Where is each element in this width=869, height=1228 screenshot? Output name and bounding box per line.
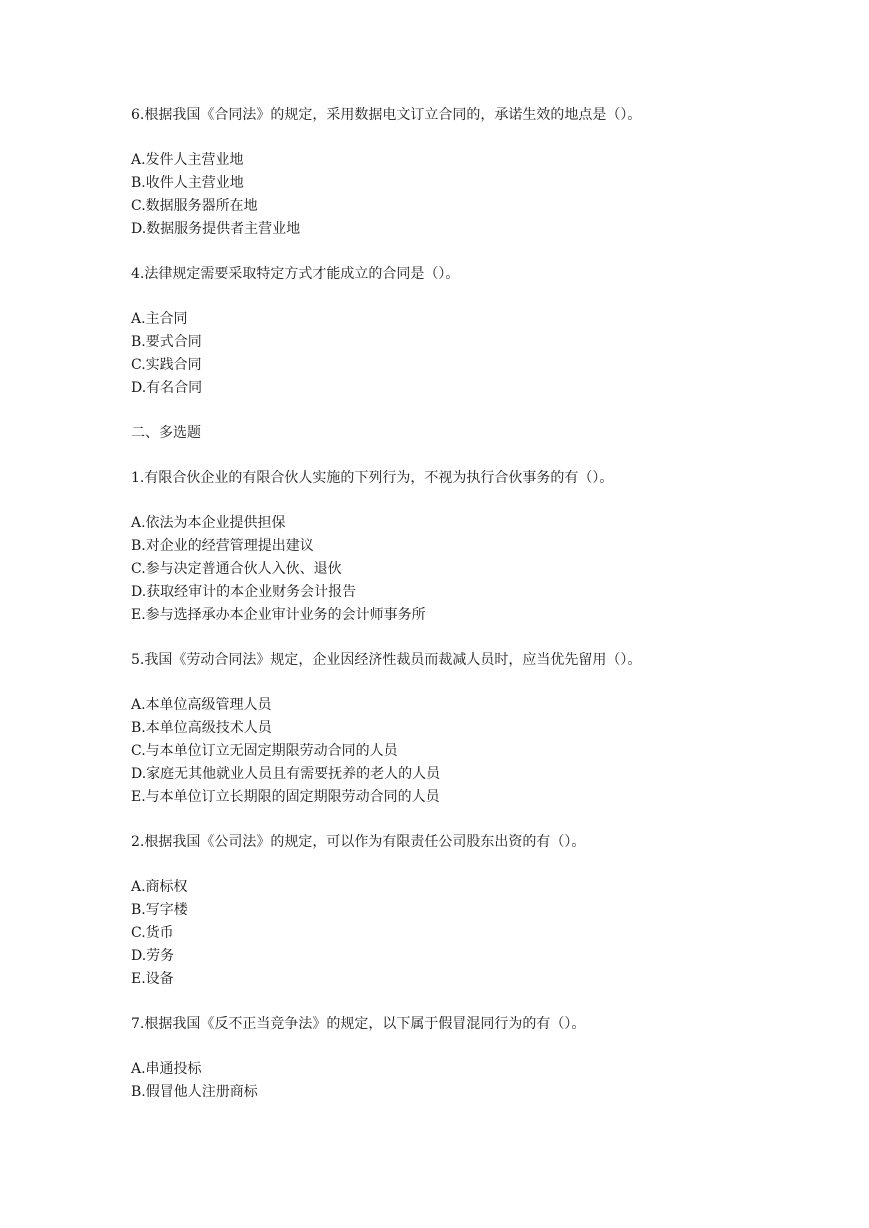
option-d: D.劳务 xyxy=(131,948,175,964)
option-d: D.家庭无其他就业人员且有需要抚养的老人的人员 xyxy=(131,766,441,782)
option-a: A.本单位高级管理人员 xyxy=(131,697,272,713)
question-stem: 7.根据我国《反不正当竞争法》的规定，以下属于假冒混同行为的有（）。 xyxy=(131,1016,586,1032)
option-a: A.主合同 xyxy=(131,311,188,327)
option-e: E.参与选择承办本企业审计业务的会计师事务所 xyxy=(131,607,426,623)
option-b: B.本单位高级技术人员 xyxy=(131,720,272,736)
option-c: C.数据服务器所在地 xyxy=(131,198,258,214)
option-b: B.写字楼 xyxy=(131,902,188,918)
question-stem: 4.法律规定需要采取特定方式才能成立的合同是（）。 xyxy=(131,266,460,282)
option-b: B.收件人主营业地 xyxy=(131,175,244,191)
question-stem: 2.根据我国《公司法》的规定，可以作为有限责任公司股东出资的有（）。 xyxy=(131,834,586,850)
question-stem: 6.根据我国《合同法》的规定，采用数据电文订立合同的，承诺生效的地点是（）。 xyxy=(131,107,642,123)
option-c: C.货币 xyxy=(131,925,174,941)
option-b: B.对企业的经营管理提出建议 xyxy=(131,538,314,554)
option-a: A.商标权 xyxy=(131,879,188,895)
option-a: A.依法为本企业提供担保 xyxy=(131,515,286,531)
document-page xyxy=(131,104,831,1104)
option-d: D.获取经审计的本企业财务会计报告 xyxy=(131,584,357,600)
option-e: E.与本单位订立长期限的固定期限劳动合同的人员 xyxy=(131,789,440,805)
option-e: E.设备 xyxy=(131,971,174,987)
option-a: A.串通投标 xyxy=(131,1061,202,1077)
option-c: C.与本单位订立无固定期限劳动合同的人员 xyxy=(131,743,398,759)
option-a: A.发件人主营业地 xyxy=(131,152,244,168)
section-heading: 二、多选题 xyxy=(131,425,201,441)
option-d: D.有名合同 xyxy=(131,380,203,396)
option-d: D.数据服务提供者主营业地 xyxy=(131,221,301,237)
option-b: B.假冒他人注册商标 xyxy=(131,1084,258,1100)
option-b: B.要式合同 xyxy=(131,334,202,350)
option-c: C.实践合同 xyxy=(131,357,202,373)
question-stem: 5.我国《劳动合同法》规定，企业因经济性裁员而裁减人员时，应当优先留用（）。 xyxy=(131,652,642,668)
option-c: C.参与决定普通合伙人入伙、退伙 xyxy=(131,561,342,577)
question-stem: 1.有限合伙企业的有限合伙人实施的下列行为，不视为执行合伙事务的有（）。 xyxy=(131,470,614,486)
